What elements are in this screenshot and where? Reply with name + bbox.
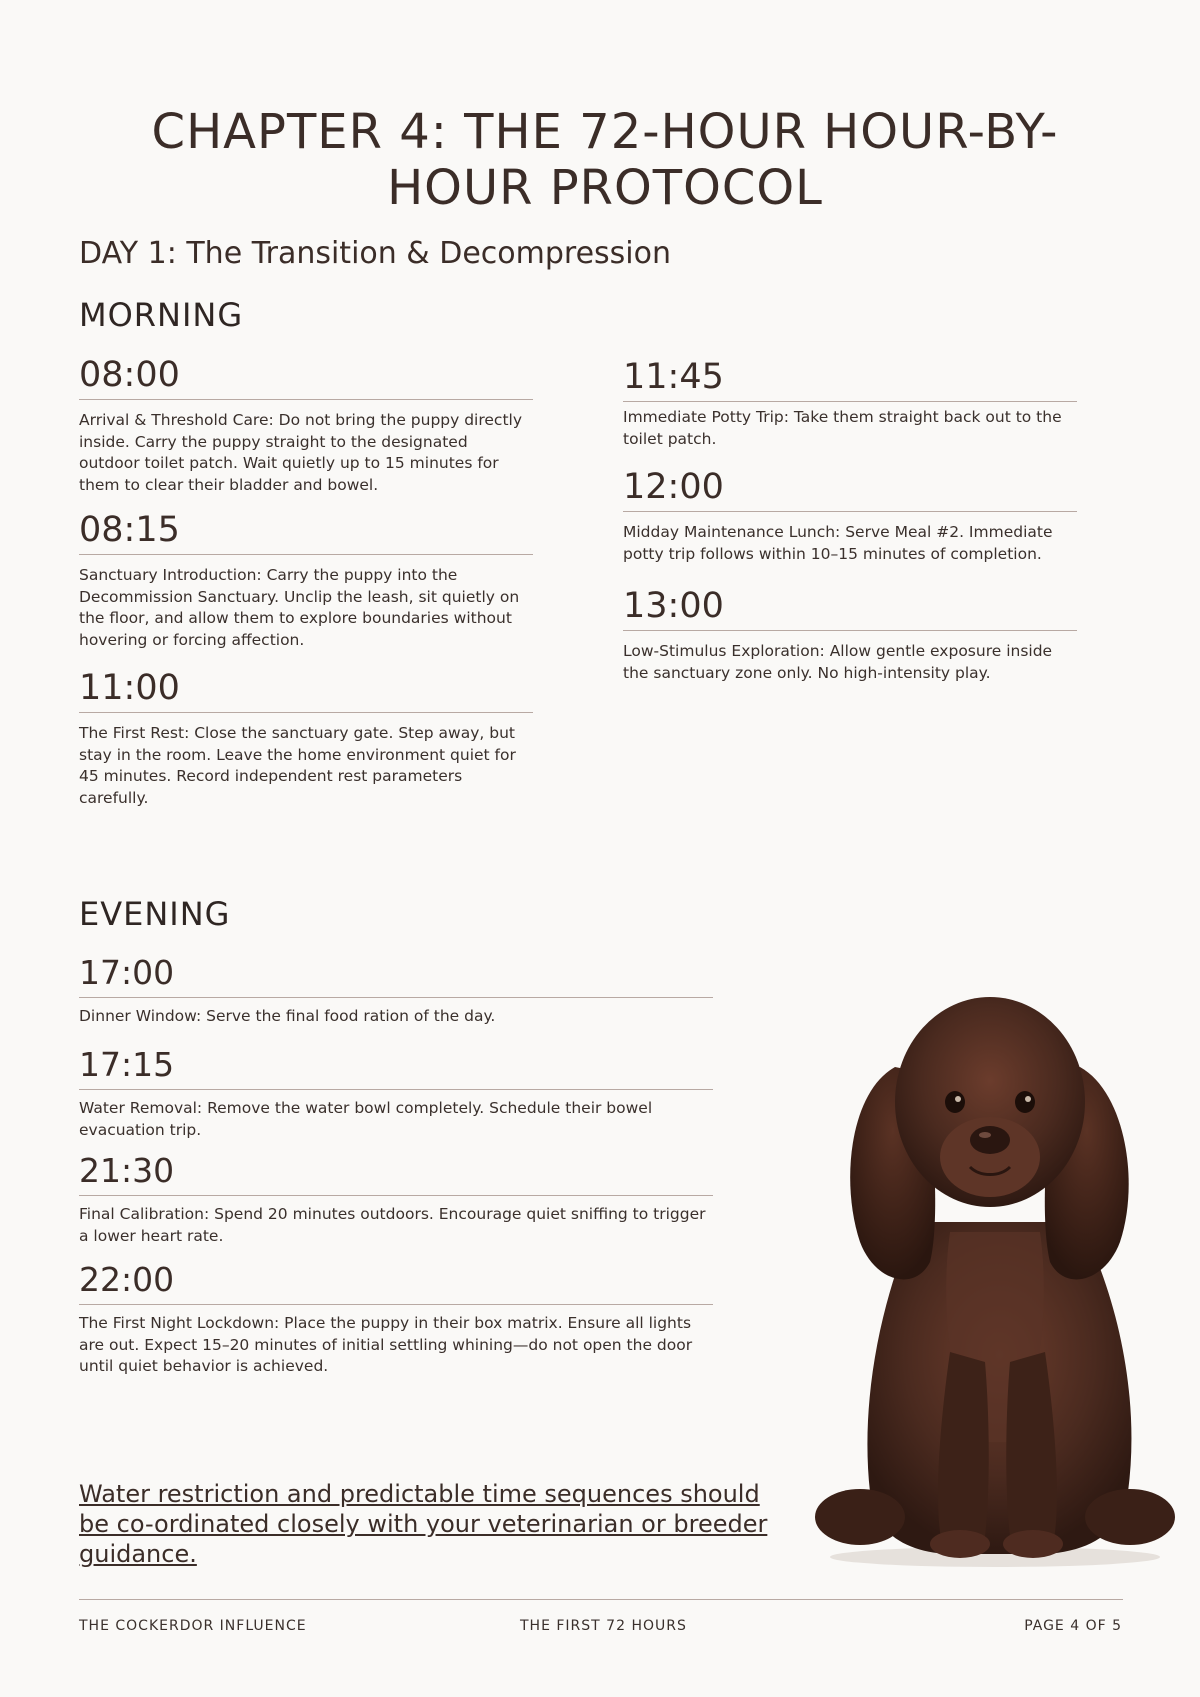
entry-description: The First Night Lockdown: Place the puppy in their box matrix. Ensure all lights are out. Expect 15–20 minutes of initial settling whining—do not open the door until quiet behavior is achieved. <box>79 1314 693 1375</box>
schedule-entry <box>623 586 1077 684</box>
puppy-illustration <box>800 972 1180 1572</box>
schedule-entry <box>79 668 533 809</box>
schedule-entry <box>79 1151 713 1247</box>
footer-divider <box>79 1599 1123 1600</box>
entry-description: Dinner Window: Serve the final food ration of the day. <box>79 1007 496 1025</box>
evening-heading: EVENING <box>79 895 231 933</box>
entry-description: Low-Stimulus Exploration: Allow gentle exposure inside the sanctuary zone only. No high-intensity play. <box>623 642 1053 682</box>
chapter-title: CHAPTER 4: THE 72-HOUR HOUR-BY-HOUR PROTOCOL <box>151 104 1059 216</box>
schedule-entry <box>79 953 713 1028</box>
entry-description: Final Calibration: Spend 20 minutes outdoors. Encourage quiet sniffing to trigger a lower heart rate. <box>79 1205 706 1245</box>
schedule-entry <box>79 355 533 496</box>
schedule-entry <box>79 1260 713 1378</box>
entry-time: 08:00 <box>79 355 533 400</box>
entry-time: 17:15 <box>79 1045 713 1090</box>
entry-description: Water Removal: Remove the water bowl completely. Schedule their bowel evacuation trip. <box>79 1099 653 1139</box>
entry-time: 22:00 <box>79 1260 713 1305</box>
entry-description: Arrival & Threshold Care: Do not bring the puppy directly inside. Carry the puppy straight to the designated outdoor toilet patch. Wait quietly up to 15 minutes for them to clear their bladder and bowel. <box>79 411 523 494</box>
entry-time: 13:00 <box>623 586 1077 631</box>
entry-description: Sanctuary Introduction: Carry the puppy into the Decommission Sanctuary. Unclip the leash, sit quietly on the floor, and allow them to explore boundaries without hovering or forcing affection. <box>79 566 520 649</box>
entry-time: 11:45 <box>623 357 1077 402</box>
entry-time: 12:00 <box>623 467 1077 512</box>
footer-left: THE COCKERDOR INFLUENCE <box>79 1618 307 1634</box>
morning-heading: MORNING <box>79 296 244 334</box>
schedule-entry <box>79 510 533 651</box>
schedule-entry <box>79 1045 713 1141</box>
entry-time: 11:00 <box>79 668 533 713</box>
entry-time: 17:00 <box>79 953 713 998</box>
entry-description: Midday Maintenance Lunch: Serve Meal #2. Immediate potty trip follows within 10–15 minutes of completion. <box>623 523 1053 563</box>
footer-page-number: PAGE 4 OF 5 <box>1024 1618 1122 1634</box>
entry-description: The First Rest: Close the sanctuary gate. Step away, but stay in the room. Leave the home environment quiet for 45 minutes. Record independent rest parameters carefully. <box>79 724 516 807</box>
schedule-entry <box>623 357 1077 450</box>
schedule-entry <box>623 467 1077 565</box>
entry-time: 08:15 <box>79 510 533 555</box>
footer-center: THE FIRST 72 HOURS <box>520 1618 687 1634</box>
entry-time: 21:30 <box>79 1151 713 1196</box>
entry-description: Immediate Potty Trip: Take them straight back out to the toilet patch. <box>623 408 1062 448</box>
veterinarian-note: Water restriction and predictable time sequences should be co-ordinated closely with your veterinarian or breeder guidance. <box>79 1480 768 1568</box>
day-title: DAY 1: The Transition & Decompression <box>79 236 672 271</box>
